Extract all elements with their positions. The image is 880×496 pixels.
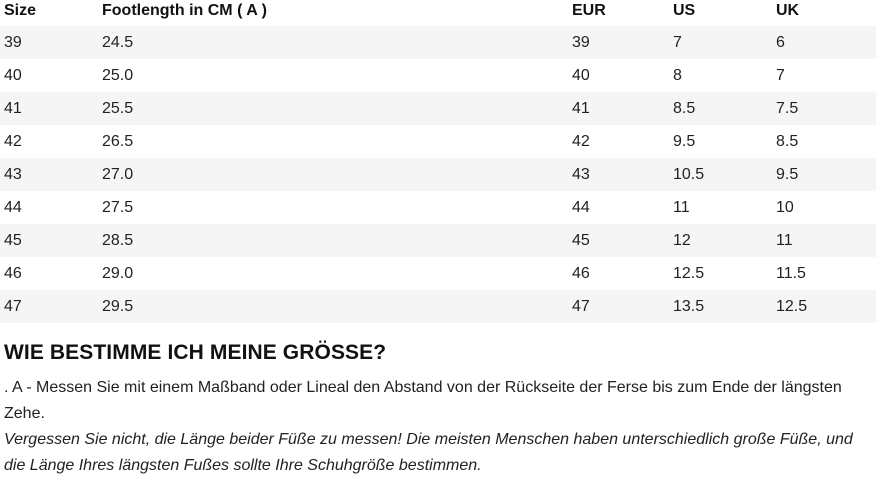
cell-uk: 6 [772,26,876,59]
table-row [0,191,876,224]
measure-note: Vergessen Sie nicht, die Länge beider Füße zu messen! Die meisten Menschen haben unterschiedlich große Füße, und die Länge Ihres längsten Fußes sollte Ihre Schuhgröße bestimmen. [4,431,853,474]
cell-uk: 9.5 [772,158,876,191]
cell-eur: 41 [568,92,669,125]
size-guide-section [0,341,880,479]
cell-footlength: 28.5 [98,224,568,257]
table-row [0,92,876,125]
cell-size: 44 [0,191,98,224]
table-row [0,290,876,323]
size-guide-heading: WIE BESTIMME ICH MEINE GRÖSSE? [4,341,387,364]
cell-size: 43 [0,158,98,191]
cell-us: 10.5 [669,158,772,191]
cell-eur: 43 [568,158,669,191]
cell-eur: 44 [568,191,669,224]
cell-us: 8.5 [669,92,772,125]
measure-instruction: . A - Messen Sie mit einem Maßband oder Lineal den Abstand von der Rückseite der Ferse bis zum Ende der längsten Zehe. [4,379,842,422]
cell-eur: 46 [568,257,669,290]
cell-size: 39 [0,26,98,59]
cell-footlength: 29.5 [98,290,568,323]
table-row [0,59,876,92]
cell-footlength: 27.0 [98,158,568,191]
cell-footlength: 27.5 [98,191,568,224]
cell-footlength: 26.5 [98,125,568,158]
table-row [0,224,876,257]
header-row [0,0,876,26]
cell-us: 7 [669,26,772,59]
size-chart-body [0,26,876,323]
cell-size: 45 [0,224,98,257]
cell-footlength: 29.0 [98,257,568,290]
cell-uk: 7 [772,59,876,92]
table-row [0,257,876,290]
cell-size: 47 [0,290,98,323]
cell-uk: 11.5 [772,257,876,290]
cell-size: 41 [0,92,98,125]
table-row [0,125,876,158]
table-row [0,26,876,59]
cell-footlength: 24.5 [98,26,568,59]
header-us: US [673,2,696,19]
cell-eur: 39 [568,26,669,59]
cell-us: 12 [669,224,772,257]
cell-us: 12.5 [669,257,772,290]
cell-footlength: 25.5 [98,92,568,125]
cell-size: 40 [0,59,98,92]
cell-uk: 12.5 [772,290,876,323]
header-uk: UK [776,2,800,19]
cell-size: 46 [0,257,98,290]
cell-us: 9.5 [669,125,772,158]
cell-eur: 42 [568,125,669,158]
cell-us: 8 [669,59,772,92]
cell-us: 13.5 [669,290,772,323]
cell-eur: 40 [568,59,669,92]
cell-uk: 10 [772,191,876,224]
header-size: Size [4,2,37,19]
size-chart-header [0,0,876,26]
cell-size: 42 [0,125,98,158]
header-eur: EUR [572,2,606,19]
cell-uk: 8.5 [772,125,876,158]
table-row [0,158,876,191]
header-footlength: Footlength in CM ( A ) [102,2,267,19]
cell-uk: 11 [772,224,876,257]
cell-footlength: 25.0 [98,59,568,92]
cell-eur: 47 [568,290,669,323]
cell-uk: 7.5 [772,92,876,125]
cell-us: 11 [669,191,772,224]
cell-eur: 45 [568,224,669,257]
